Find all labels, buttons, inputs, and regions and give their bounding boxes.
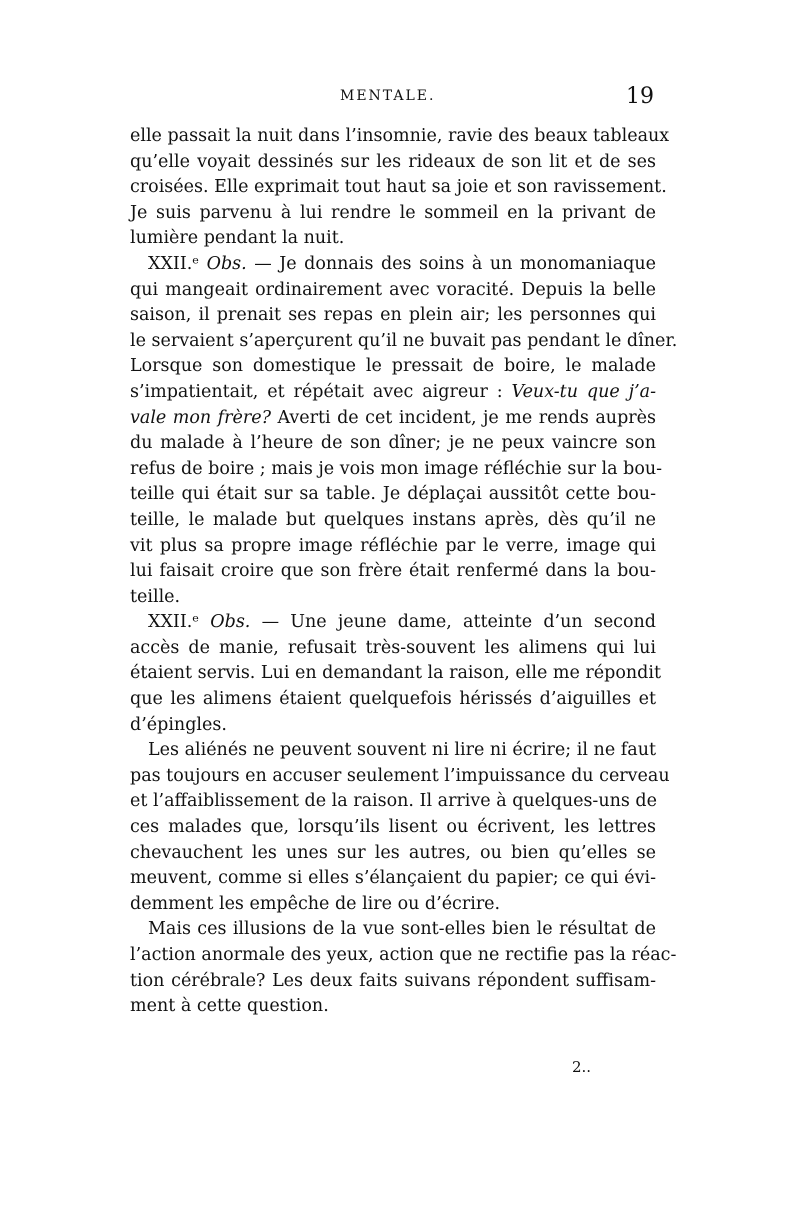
text-line: l’action anormale des yeux, action que ne rectifie pas la réac- [130, 945, 677, 965]
text-line: meuvent, comme si elles s’élançaient du papier; ce qui évi- [130, 868, 656, 889]
observation-heading-line: XXII.ᵉ Obs. — Une jeune dame, atteinte d’un second [148, 612, 656, 633]
text-line: teille qui était sur sa table. Je déplaçai aussitôt cette bou- [130, 484, 656, 505]
text-line: saison, il prenait ses repas en plein air; les personnes qui [130, 305, 656, 326]
text-line: le servaient s’aperçurent qu’il ne buvait pas pendant le dîner. [130, 330, 678, 351]
text-line: vale mon frère? Averti de cet incident, je me rends auprès [130, 407, 656, 428]
text-line: croisées. Elle exprimait tout haut sa joie et son ravissement. [130, 177, 667, 198]
text-line: ment à cette question. [130, 996, 329, 1017]
text-line: refus de boire ; mais je vois mon image réfléchie sur la bou- [130, 458, 663, 479]
italic-run: Veux-tu que j’a- [511, 381, 656, 402]
italic-run: Obs. [210, 612, 251, 633]
text-line: pas toujours en accuser seulement l’impuissance du cerveau [130, 765, 670, 786]
text-line: qui mangeait ordinairement avec voracité. Depuis la belle [130, 279, 656, 300]
text-line: ces malades que, lorsqu’ils lisent ou écrivent, les lettres [130, 817, 656, 838]
text-line: demment les empêche de lire ou d’écrire. [130, 893, 501, 914]
text-line: chevauchent les unes sur les autres, ou bien qu’elles se [130, 842, 656, 863]
text-line: vit plus sa propre image réfléchie par le verre, image qui [130, 535, 656, 556]
text-line: étaient servis. Lui en demandant la raison, elle me répondit [130, 663, 661, 684]
text-line: lumière pendant la nuit. [130, 228, 345, 249]
text-line: tion cérébrale? Les deux faits suivans répondent suffisam- [130, 970, 656, 991]
italic-run: Obs. [206, 253, 247, 274]
italic-run: vale mon frère? [130, 407, 271, 428]
text-line: d’épingles. [130, 714, 227, 735]
text-line: Mais ces illusions de la vue sont-elles bien le résultat de [148, 919, 656, 940]
text-line: du malade à l’heure de son dîner; je ne peux vaincre son [130, 433, 656, 454]
text-line: que les alimens étaient quelquefois hérissés d’aiguilles et [130, 689, 656, 710]
body-text [130, 124, 678, 1020]
text-line: qu’elle voyait dessinés sur les rideaux de son lit et de ses [130, 151, 656, 172]
signature-mark: 2.. [572, 1058, 592, 1076]
text-line: lui faisait croire que son frère était renfermé dans la bou- [130, 561, 656, 582]
text-line: et l’affaiblissement de la raison. Il arrive à quelques-uns de [130, 791, 657, 812]
running-head: MENTALE. [340, 88, 436, 104]
text-line: accès de manie, refusait très-souvent les alimens qui lui [130, 637, 656, 658]
text-line: elle passait la nuit dans l’insomnie, ravie des beaux tableaux [130, 126, 670, 146]
page-number: 19 [626, 84, 654, 109]
text-line: teille, le malade but quelques instans après, dès qu’il ne [130, 509, 656, 530]
text-line: s’impatientait, et répétait avec aigreur : Veux-tu que j’a- [130, 381, 656, 402]
text-line: Lorsque son domestique le pressait de boire, le malade [130, 356, 656, 377]
text-line: Les aliénés ne peuvent souvent ni lire ni écrire; il ne faut [148, 740, 656, 761]
text-line: teille. [130, 586, 181, 607]
observation-heading-line: XXII.ᵉ Obs. — Je donnais des soins à un monomaniaque [148, 253, 656, 274]
text-line: Je suis parvenu à lui rendre le sommeil en la privant de [130, 202, 656, 223]
